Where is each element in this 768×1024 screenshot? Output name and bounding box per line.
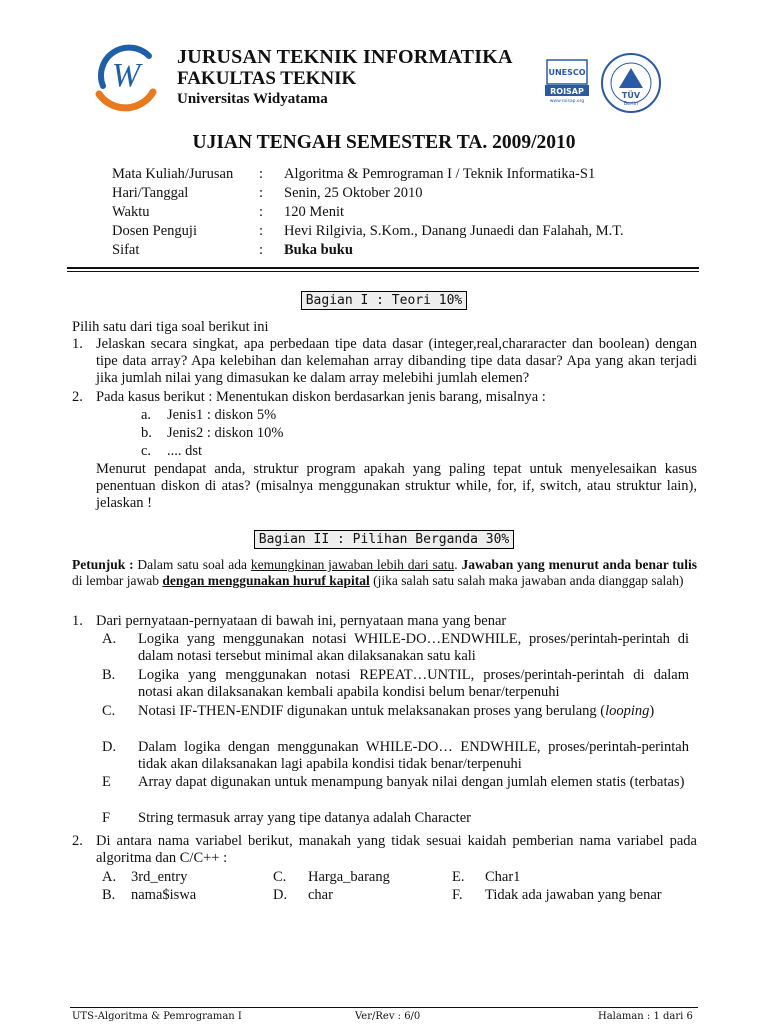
info-row xyxy=(112,223,624,242)
instructions-bold: Jawaban yang menurut anda benar tulis xyxy=(461,557,698,572)
sub-item: .... dst xyxy=(167,443,203,459)
option-label: E. xyxy=(452,869,465,885)
option-text: Array dapat digunakan untuk menampung banyak nilai dengan jumlah elemen statis (terbatas) xyxy=(138,774,685,790)
info-key: Hari/Tanggal xyxy=(112,185,189,201)
sub-item: Jenis1 : diskon 5% xyxy=(167,407,277,423)
roisap-url: www.roisap.org xyxy=(549,99,585,104)
footer-divider xyxy=(70,1007,698,1008)
option-label: F xyxy=(102,810,111,826)
info-row xyxy=(112,166,624,185)
info-key: Waktu xyxy=(112,204,150,220)
question-number: 2. xyxy=(72,389,83,405)
part1-heading-wrap xyxy=(0,291,768,309)
question-number: 1. xyxy=(72,613,83,629)
header-divider xyxy=(67,267,699,269)
option-text xyxy=(138,703,689,720)
option-text: char xyxy=(308,887,333,903)
option-text: Logika yang menggunakan notasi WHILE-DO…ENDWHILE, proses/perintah-perintah di dalam notasi tersebut minimal akan dilaksanakan satu kali xyxy=(138,631,689,664)
instructions-text: di lembar jawab xyxy=(72,573,163,588)
instructions xyxy=(72,557,697,589)
question-number: 2. xyxy=(72,833,83,849)
option-label: B. xyxy=(102,887,116,903)
option-text-main: Notasi IF-THEN-ENDIF digunakan untuk melaksanakan proses yang berulang ( xyxy=(138,703,606,719)
option-text: Dalam logika dengan menggunakan WHILE-DO… ENDWHILE, proses/perintah-perintah tidak akan dilaksanakan lagi apabila kondisi tidak benar/terpenuhi xyxy=(138,739,689,772)
option-label: A. xyxy=(102,869,117,885)
info-sep: : xyxy=(259,204,264,220)
tuv-text: TÜV xyxy=(621,91,641,100)
exam-info-table xyxy=(112,166,624,261)
roisap-text: ROISAP xyxy=(550,87,584,96)
sub-label: a. xyxy=(141,407,152,423)
footer-version: Ver/Rev : 6/0 xyxy=(355,1011,421,1022)
info-key: Mata Kuliah/Jurusan xyxy=(112,166,234,182)
info-sep: : xyxy=(259,166,264,182)
part1-question-1: Jelaskan secara singkat, apa perbedaan tipe data dasar (integer,real,chararacter dan boolean) dengan tipe data array? Apa kelebihan dan kelemahan array dibanding tipe data dasar? Apa yang akan terjadi jika jumlah nilai yang dimasukan ke dalam array melebihi jumlah elemen? xyxy=(96,336,697,386)
instructions-emphasis: kemungkinan jawaban lebih dari satu xyxy=(250,557,455,572)
instructions-bold: dengan menggunakan huruf kapital xyxy=(162,573,370,588)
info-row xyxy=(112,242,624,261)
option-text: Char1 xyxy=(485,869,521,885)
unesco-roisap-logo xyxy=(543,58,591,104)
instructions-text: (jika salah satu salah maka jawaban anda dianggap salah) xyxy=(369,573,684,588)
option-text: nama$iswa xyxy=(131,887,197,903)
info-value: Buka buku xyxy=(284,242,353,258)
option-label: C. xyxy=(102,703,116,719)
widyatama-logo xyxy=(91,42,161,112)
sub-item: Jenis2 : diskon 10% xyxy=(167,425,284,441)
option-text: Logika yang menggunakan notasi REPEAT…UNTIL, proses/perintah-perintah di dalam notasi akan dilaksanakan kembali apabila kondisi belum benar/terpenuhi xyxy=(138,667,689,700)
part2-question-2: Di antara nama variabel berikut, manakah yang tidak sesuai kaidah pemberian nama variabel pada algoritma dan C/C++ : xyxy=(96,833,697,866)
info-row xyxy=(112,204,624,223)
info-value: Algoritma & Pemrograman I / Teknik Informatika-S1 xyxy=(284,166,596,182)
info-sep: : xyxy=(259,242,264,258)
instructions-text: . xyxy=(454,557,462,572)
option-label: A. xyxy=(102,631,117,647)
option-label: F. xyxy=(452,887,463,903)
part1-intro: Pilih satu dari tiga soal berikut ini xyxy=(72,319,269,335)
sub-label: b. xyxy=(141,425,152,441)
info-sep: : xyxy=(259,223,264,239)
tuv-certification-logo xyxy=(600,52,662,114)
option-text-tail: ) xyxy=(649,703,655,719)
part1-question-2: Pada kasus berikut : Menentukan diskon berdasarkan jenis barang, misalnya : xyxy=(96,389,546,405)
info-key: Sifat xyxy=(112,242,140,258)
header-divider-thin xyxy=(67,271,699,272)
info-row xyxy=(112,185,624,204)
instructions-text: Dalam satu soal ada xyxy=(137,557,248,572)
info-value: Hevi Rilgivia, S.Kom., Danang Junaedi dan Falahah, M.T. xyxy=(284,223,624,239)
exam-title: UJIAN TENGAH SEMESTER TA. 2009/2010 xyxy=(192,132,576,153)
part2-heading-wrap xyxy=(0,530,768,548)
part2-heading: Bagian II : Pilihan Berganda 30% xyxy=(254,530,514,549)
tuv-city: Berlin xyxy=(623,101,639,107)
unesco-text: UNESCO xyxy=(548,68,586,77)
option-text: String termasuk array yang tipe datanya adalah Character xyxy=(138,810,471,826)
option-text: Tidak ada jawaban yang benar xyxy=(485,887,662,903)
svg-text:W: W xyxy=(111,57,141,94)
instructions-label: Petunjuk : xyxy=(72,557,134,572)
info-key: Dosen Penguji xyxy=(112,223,197,239)
option-label: D. xyxy=(102,739,117,755)
university-name: Universitas Widyatama xyxy=(177,91,328,107)
info-value: Senin, 25 Oktober 2010 xyxy=(284,185,423,201)
footer-page: Halaman : 1 dari 6 xyxy=(598,1011,693,1022)
part2-question-1: Dari pernyataan-pernyataan di bawah ini, pernyataan mana yang benar xyxy=(96,613,507,629)
option-label: E xyxy=(102,774,111,790)
option-text: 3rd_entry xyxy=(131,869,188,885)
info-value: 120 Menit xyxy=(284,204,345,220)
part1-question-2-tail: Menurut pendapat anda, struktur program apakah yang paling tepat untuk menyelesaikan kasus penentuan diskon di atas? (misalnya menggunakan struktur while, for, if, switch, atau struktur lain), jelaskan ! xyxy=(96,461,697,511)
sub-label: c. xyxy=(141,443,152,459)
part1-heading: Bagian I : Teori 10% xyxy=(301,291,468,310)
option-text: Harga_barang xyxy=(308,869,390,885)
option-label: D. xyxy=(273,887,288,903)
question-number: 1. xyxy=(72,336,83,352)
option-label: C. xyxy=(273,869,287,885)
department-name: JURUSAN TEKNIK INFORMATIKA xyxy=(177,46,513,68)
footer-course: UTS-Algoritma & Pemrograman I xyxy=(72,1011,242,1022)
info-sep: : xyxy=(259,185,264,201)
faculty-name: FAKULTAS TEKNIK xyxy=(177,68,357,89)
option-text-italic: looping xyxy=(605,703,650,719)
option-label: B. xyxy=(102,667,116,683)
